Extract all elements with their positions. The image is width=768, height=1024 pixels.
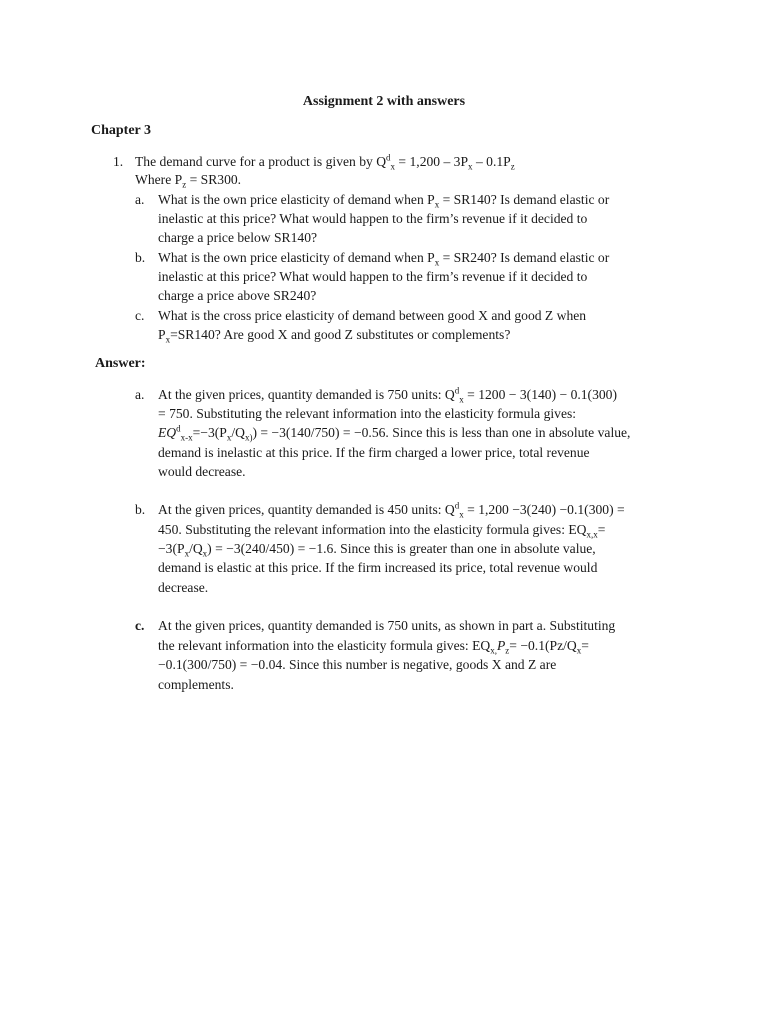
document-title: Assignment 2 with answers: [302, 94, 466, 109]
answer-c-line-3: −0.1(300/750) = −0.04. Since this number is negative, goods X and Z are: [158, 657, 557, 672]
part-b-line-3: charge a price above SR240?: [158, 288, 317, 303]
question-number: 1.: [113, 154, 124, 169]
answer-heading: Answer:: [95, 356, 146, 371]
answer-c-line-1: At the given prices, quantity demanded is 750 units, as shown in part a. Substituting: [158, 618, 616, 633]
question-stem: The demand curve for a product is given by $Q^d_x = 1,200 - 3P_x - 0.1P_z$: [135, 152, 515, 172]
part-a-line-1: What is the own price elasticity of demand when $P_x = SR140$? Is demand elastic or: [158, 192, 610, 210]
answer-b-line-1: At the given prices, quantity demanded is 450 units: $Q^d_x = 1,200 -3(240) -0.1(300)$ =: [158, 500, 625, 520]
part-a-label: a.: [135, 192, 145, 207]
answer-b-label: b.: [135, 502, 146, 517]
part-b-label: b.: [135, 250, 146, 265]
answer-b-line-3: $-3(P_x/Q_x) = -3(240/450) = -1.6$. Since this is greater than one in absolute value,: [158, 541, 596, 559]
answer-b-line-4: demand is elastic at this price. If the firm increased its price, total revenue would: [158, 560, 598, 575]
part-c-line-2: $P_x=SR140$? Are good X and good Z substitutes or complements?: [158, 327, 511, 345]
answer-a-label: a.: [135, 387, 145, 402]
answer-b-line-2: 450. Substituting the relevant information into the elasticity formula gives: $EQ_{x,x}=$: [158, 522, 606, 540]
answer-a-line-2: = 750. Substituting the relevant information into the elasticity formula gives:: [158, 406, 577, 421]
answer-c-line-4: complements.: [158, 677, 234, 692]
answer-c-line-2: the relevant information into the elasticity formula gives: $EQ_{x,}P_z= -0.1(Pz/Q_x=$: [158, 638, 589, 656]
part-b-line-1: What is the own price elasticity of demand when $P_x = SR240$? Is demand elastic or: [158, 250, 610, 268]
chapter-heading: Chapter 3: [91, 123, 152, 138]
answer-a-line-1: At the given prices, quantity demanded is 750 units: $Q^d_x = 1200 - 3(140) - 0.1(300)$: [158, 385, 618, 405]
part-a-line-3: charge a price below SR140?: [158, 230, 318, 245]
answer-a-line-3: $EQ^d_{x-x}=-3(P_x/Q_{x)}) = -3(140/750) = -0.56$. Since this is less than one in absolute value,: [158, 423, 631, 443]
question-where: Where $P_z = SR300$.: [135, 172, 242, 190]
answer-c-label: c.: [135, 618, 145, 633]
part-b-line-2: inelastic at this price? What would happen to the firm’s revenue if it decided to: [158, 269, 588, 284]
part-a-line-2: inelastic at this price? What would happen to the firm’s revenue if it decided to: [158, 211, 588, 226]
answer-a-line-4: demand is inelastic at this price. If the firm charged a lower price, total revenue: [158, 445, 590, 460]
part-c-label: c.: [135, 308, 145, 323]
part-c-line-1: What is the cross price elasticity of demand between good X and good Z when: [158, 308, 587, 323]
answer-a-line-5: would decrease.: [158, 464, 246, 479]
answer-b-line-5: decrease.: [158, 580, 209, 595]
